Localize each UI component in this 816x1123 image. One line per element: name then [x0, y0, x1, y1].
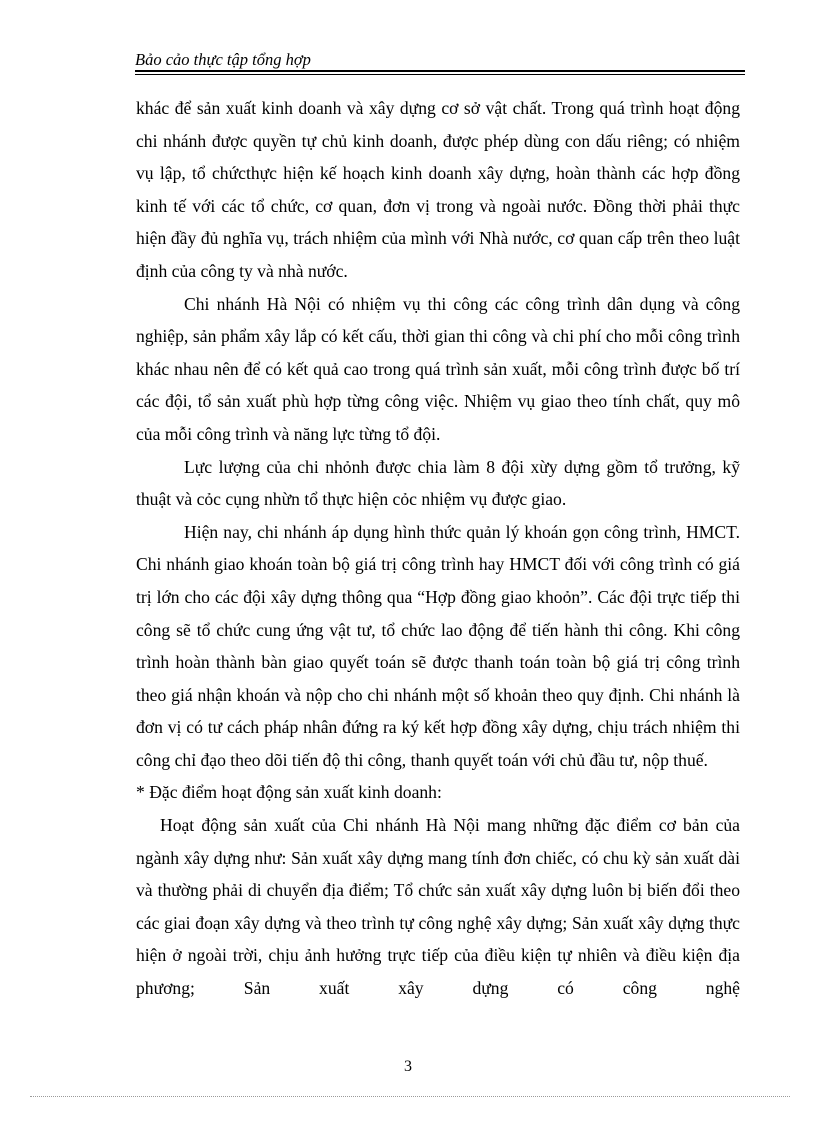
paragraph-2: Chi nhánh Hà Nội có nhiệm vụ thi công các công trình dân dụng và công nghiệp, sản phẩm xây lắp có kết cấu, thời gian thi công và chi phí cho mỗi công trình khác nhau nên để có kết quả cao trong quá trình sản xuất, mỗi công trình được bố trí các đội, tổ sản xuất phù hợp từng công việc. Nhiệm vụ giao theo tính chất, quy mô của mỗi công trình và năng lực từng tổ đội.	[136, 293, 740, 444]
section-heading: * Đặc điểm hoạt động sản xuất kinh doanh:	[136, 782, 442, 803]
paragraph-1: khác để sản xuất kinh doanh và xây dựng cơ sở vật chất. Trong quá trình hoạt động chi nhánh được quyền tự chủ kinh doanh, được phép dùng con dấu riêng; có nhiệm vụ lập, tổ chứcthực hiện kế hoạch kinh doanh xây dựng, hoàn thành các hợp đồng kinh tế với các tổ chức, cơ quan, đơn vị trong và ngoài nước. Đồng thời phải thực hiện đầy đủ nghĩa vụ, trách nhiệm của mình với Nhà nước, cơ quan cấp trên theo luật định của công ty và nhà nước.	[136, 98, 740, 281]
document-body	[136, 92, 740, 1005]
page-header-title: Bảo cảo thực tập tổng hợp	[135, 50, 311, 69]
paragraph-4: Hiện nay, chi nhánh áp dụng hình thức quản lý khoán gọn công trình, HMCT. Chi nhánh giao khoán toàn bộ giá trị công trình hay HMCT đối với công trình có giá trị lớn cho các đội xây dựng thông qua “Hợp đồng giao khoỏn”. Các đội trực tiếp thi công sẽ tổ chức cung ứng vật tư, tổ chức lao động để tiến hành thi công. Khi công trình hoàn thành bàn giao quyết toán sẽ được thanh toán toàn bộ giá trị công trình theo giá nhận khoán và nộp cho chi nhánh một số khoản theo quy định. Chi nhánh là đơn vị có tư cách pháp nhân đứng ra ký kết hợp đồng xây dựng, chịu trách nhiệm thi công chỉ đạo theo dõi tiến độ thi công, thanh quyết toán với chủ đầu tư, nộp thuế.	[136, 521, 740, 770]
header-rule-thin	[135, 74, 745, 75]
page-number: 3	[404, 1058, 412, 1075]
footer-dotted-line	[30, 1096, 790, 1097]
paragraph-5: Hoạt động sản xuất của Chi nhánh Hà Nội mang những đặc điểm cơ bản của ngành xây dựng như: Sản xuất xây dựng mang tính đơn chiếc, có chu kỳ sản xuất dài và thường phải di chuyển địa điểm; Tổ chức sản xuất xây dựng luôn bị biến đổi theo các giai đoạn xây dựng và theo trình tự công nghệ xây dựng; Sản xuất xây dựng thực hiện ở ngoài trời, chịu ảnh hưởng trực tiếp của điều kiện tự nhiên và điều kiện địa phương; Sản xuất xây dựng có công nghệ	[136, 815, 740, 999]
header-rule-thick	[135, 70, 745, 72]
paragraph-3: Lực lượng của chi nhỏnh được chia làm 8 đội xừy dựng gồm tổ trưởng, kỹ thuật và cỏc cụng nhừn tổ thực hiện cỏc nhiệm vụ được giao.	[136, 456, 740, 510]
